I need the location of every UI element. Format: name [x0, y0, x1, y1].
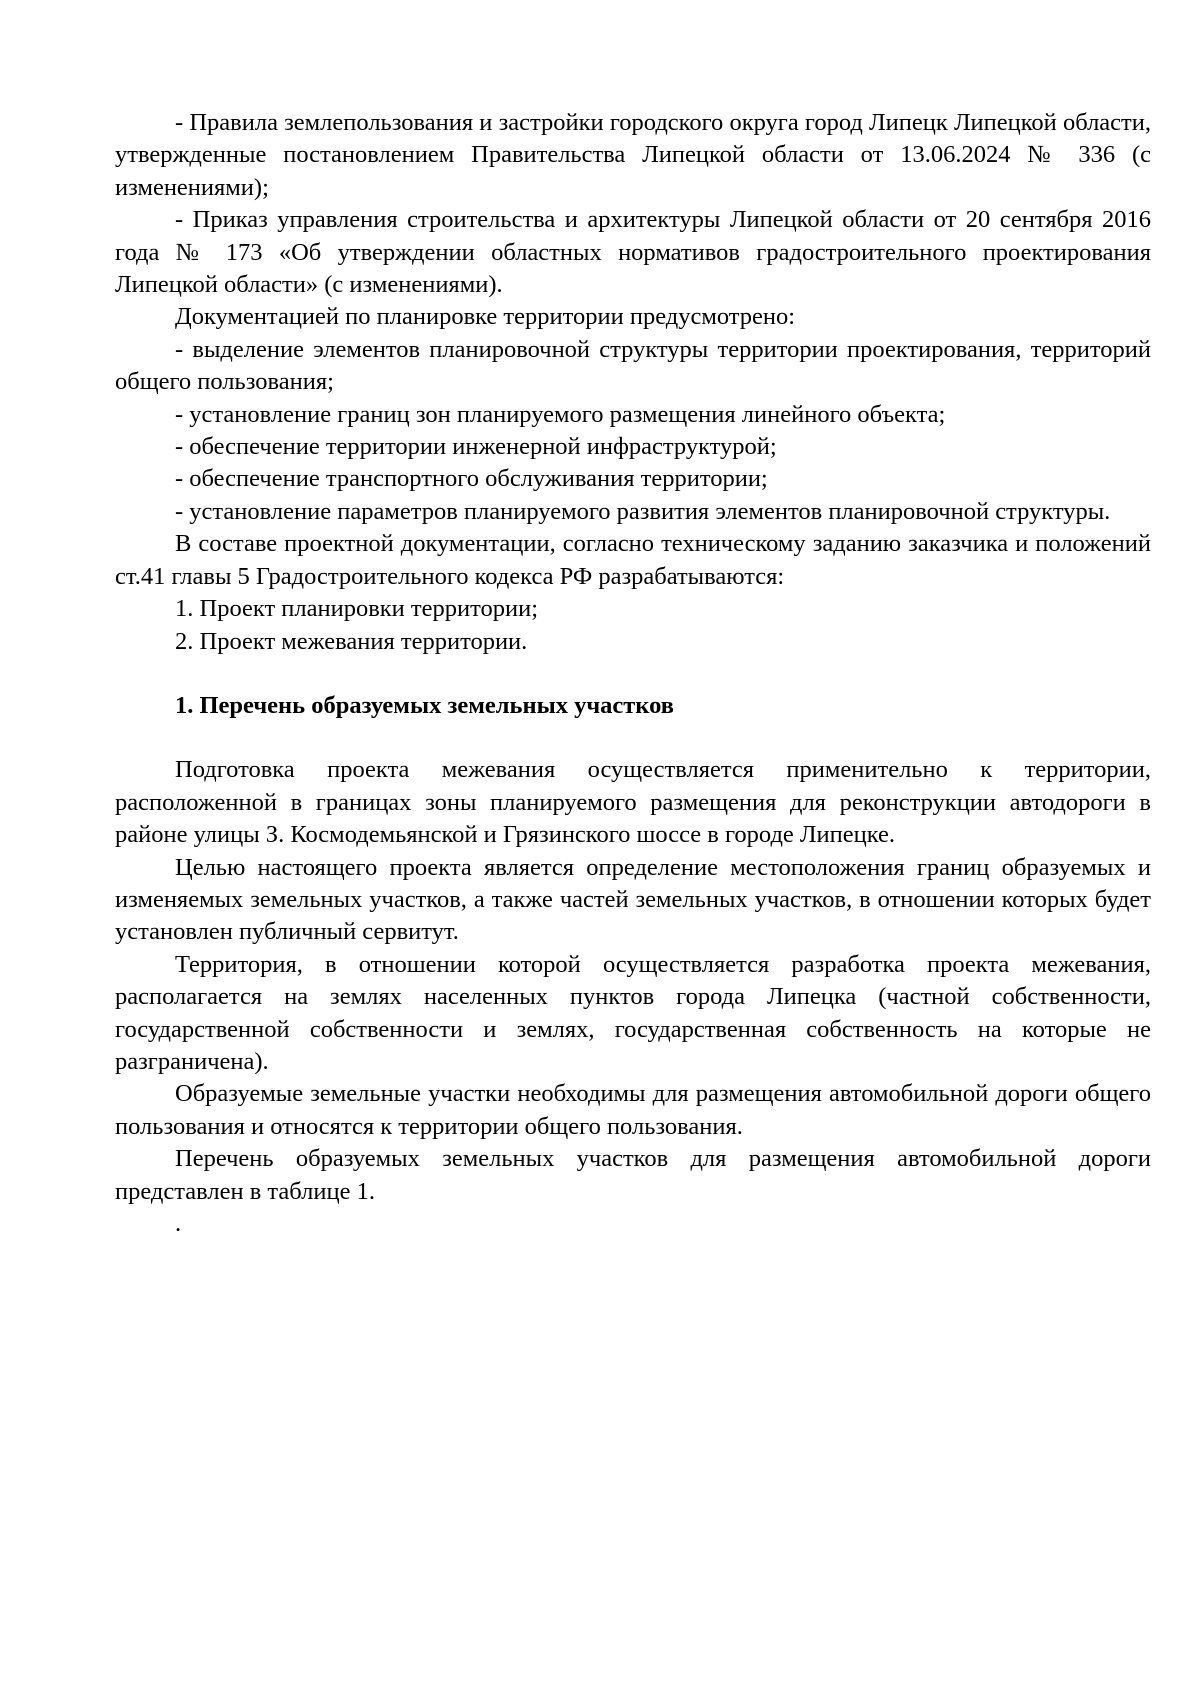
intro-paragraph-2: - Приказ управления строительства и архитектуры Липецкой области от 20 сентября 2016 года № 173 «Об утверждении областных нормативов градостроительного проектирования Липецкой области» (с изменениями).	[115, 206, 1151, 299]
intro-paragraph-10: 1. Проект планировки территории;	[175, 595, 539, 623]
section-paragraph-1: Подготовка проекта межевания осуществляется применительно к территории, расположенной в границах зоны планируемого размещения для реконструкции автодороги в районе улицы З. Космодемьянской и Грязинского шоссе в городе Липецке.	[115, 756, 1151, 849]
intro-paragraph-11: 2. Проект межевания территории.	[175, 627, 528, 655]
section-paragraph-2: Целью настоящего проекта является определение местоположения границ образуемых и изменяемых земельных участков, а также частей земельных участков, в отношении которых будет установлен публичный сервитут.	[115, 853, 1151, 946]
intro-paragraph-1: - Правила землепользования и застройки городского округа город Липецк Липецкой области, утвержденные постановлением Правительства Липецкой области от 13.06.2024 № 336 (с изменениями);	[115, 109, 1151, 201]
intro-paragraph-8: - установление параметров планируемого развития элементов планировочной структуры.	[175, 497, 1111, 525]
intro-paragraph-7: - обеспечение транспортного обслуживания территории;	[175, 465, 768, 493]
section-paragraph-4: Образуемые земельные участки необходимы для размещения автомобильной дороги общего пользования и относятся к территории общего пользования.	[115, 1080, 1151, 1140]
intro-paragraph-9: В составе проектной документации, согласно техническому заданию заказчика и положений ст.41 главы 5 Градостроительного кодекса РФ разрабатываются:	[115, 530, 1151, 590]
section-paragraph-5: Перечень образуемых земельных участков для размещения автомобильной дороги представлен в таблице 1.	[115, 1145, 1151, 1205]
intro-paragraph-5: - установление границ зон планируемого размещения линейного объекта;	[175, 400, 946, 428]
document-page	[115, 107, 1151, 1240]
section-paragraph-3: Территория, в отношении которой осуществляется разработка проекта межевания, располагается на землях населенных пунктов города Липецка (частной собственности, государственной собственности и землях, государственная собственность на которые не разграничена).	[115, 950, 1151, 1075]
intro-paragraph-6: - обеспечение территории инженерной инфраструктурой;	[175, 433, 777, 461]
section-heading: 1. Перечень образуемых земельных участков	[175, 691, 674, 719]
intro-paragraph-3: Документацией по планировке территории предусмотрено:	[175, 303, 796, 331]
trailing-dot: .	[175, 1210, 182, 1237]
intro-paragraph-4: - выделение элементов планировочной структуры территории проектирования, территорий общего пользования;	[115, 335, 1151, 396]
